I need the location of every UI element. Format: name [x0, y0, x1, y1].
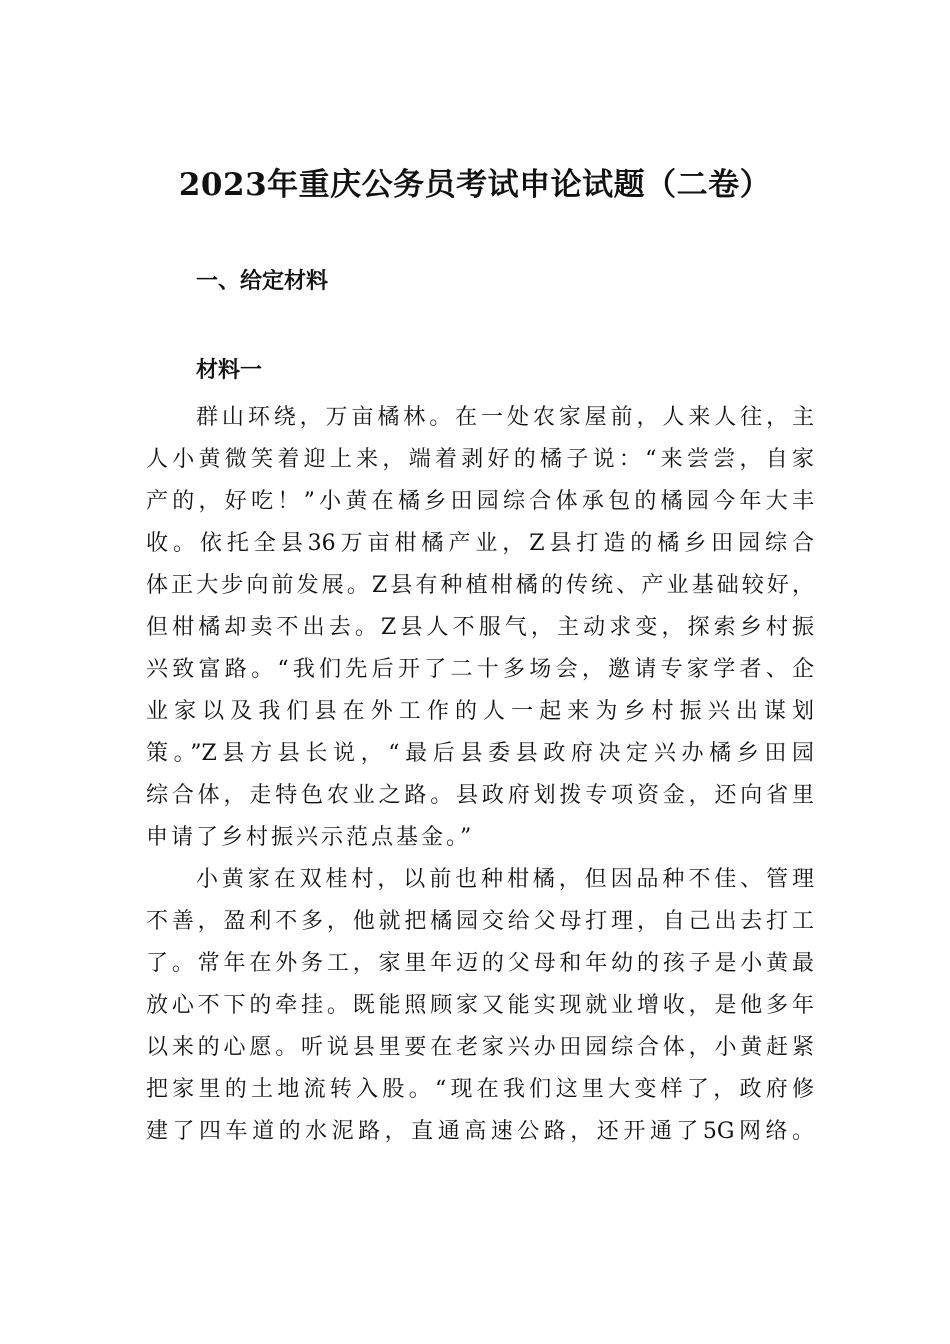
paragraph-line: 策。”Z县方县长说，“最后县委县政府决定兴办橘乡田园	[146, 741, 814, 766]
material-body	[146, 397, 814, 1153]
section-heading-given-materials: 一、给定材料	[196, 268, 329, 294]
paragraph-line: 把家里的土地流转入股。“现在我们这里大变样了，政府修	[146, 1077, 814, 1102]
paragraph-line: 产的，好吃！”小黄在橘乡田园综合体承包的橘园今年大丰	[146, 489, 814, 514]
paragraph-line: 业家以及我们县在外工作的人一起来为乡村振兴出谋划	[146, 699, 814, 724]
paragraph-line: 建了四车道的水泥路，直通高速公路，还开通了5G网络。	[146, 1119, 814, 1144]
paragraph-line: 人小黄微笑着迎上来，端着剥好的橘子说：“来尝尝，自家	[146, 447, 814, 472]
document-title: 2023年重庆公务员考试申论试题（二卷）	[178, 167, 772, 203]
paragraph-line: 了。常年在外务工，家里年迈的父母和年幼的孩子是小黄最	[146, 951, 814, 976]
paragraph-line: 放心不下的牵挂。既能照顾家又能实现就业增收，是他多年	[146, 993, 814, 1018]
paragraph-line: 综合体，走特色农业之路。县政府划拨专项资金，还向省里	[146, 783, 814, 808]
paragraph-line: 体正大步向前发展。Z县有种植柑橘的传统、产业基础较好，	[146, 573, 814, 598]
paragraph-line: 收。依托全县36万亩柑橘产业，Z县打造的橘乡田园综合	[146, 531, 814, 556]
paragraph-line: 以来的心愿。听说县里要在老家兴办田园综合体，小黄赶紧	[146, 1035, 814, 1060]
paragraph-line: 但柑橘却卖不出去。Z县人不服气，主动求变，探索乡村振	[146, 615, 814, 640]
paragraph-line: 申请了乡村振兴示范点基金。”	[146, 825, 475, 850]
paragraph-line: 小黄家在双桂村，以前也种柑橘，但因品种不佳、管理	[196, 867, 814, 892]
paragraph-line: 不善，盈利不多，他就把橘园交给父母打理，自己出去打工	[146, 909, 814, 934]
paragraph-line: 群山环绕，万亩橘林。在一处农家屋前，人来人往，主	[196, 405, 814, 430]
paragraph-line: 兴致富路。“我们先后开了二十多场会，邀请专家学者、企	[146, 657, 814, 682]
material-heading: 材料一	[196, 357, 263, 383]
